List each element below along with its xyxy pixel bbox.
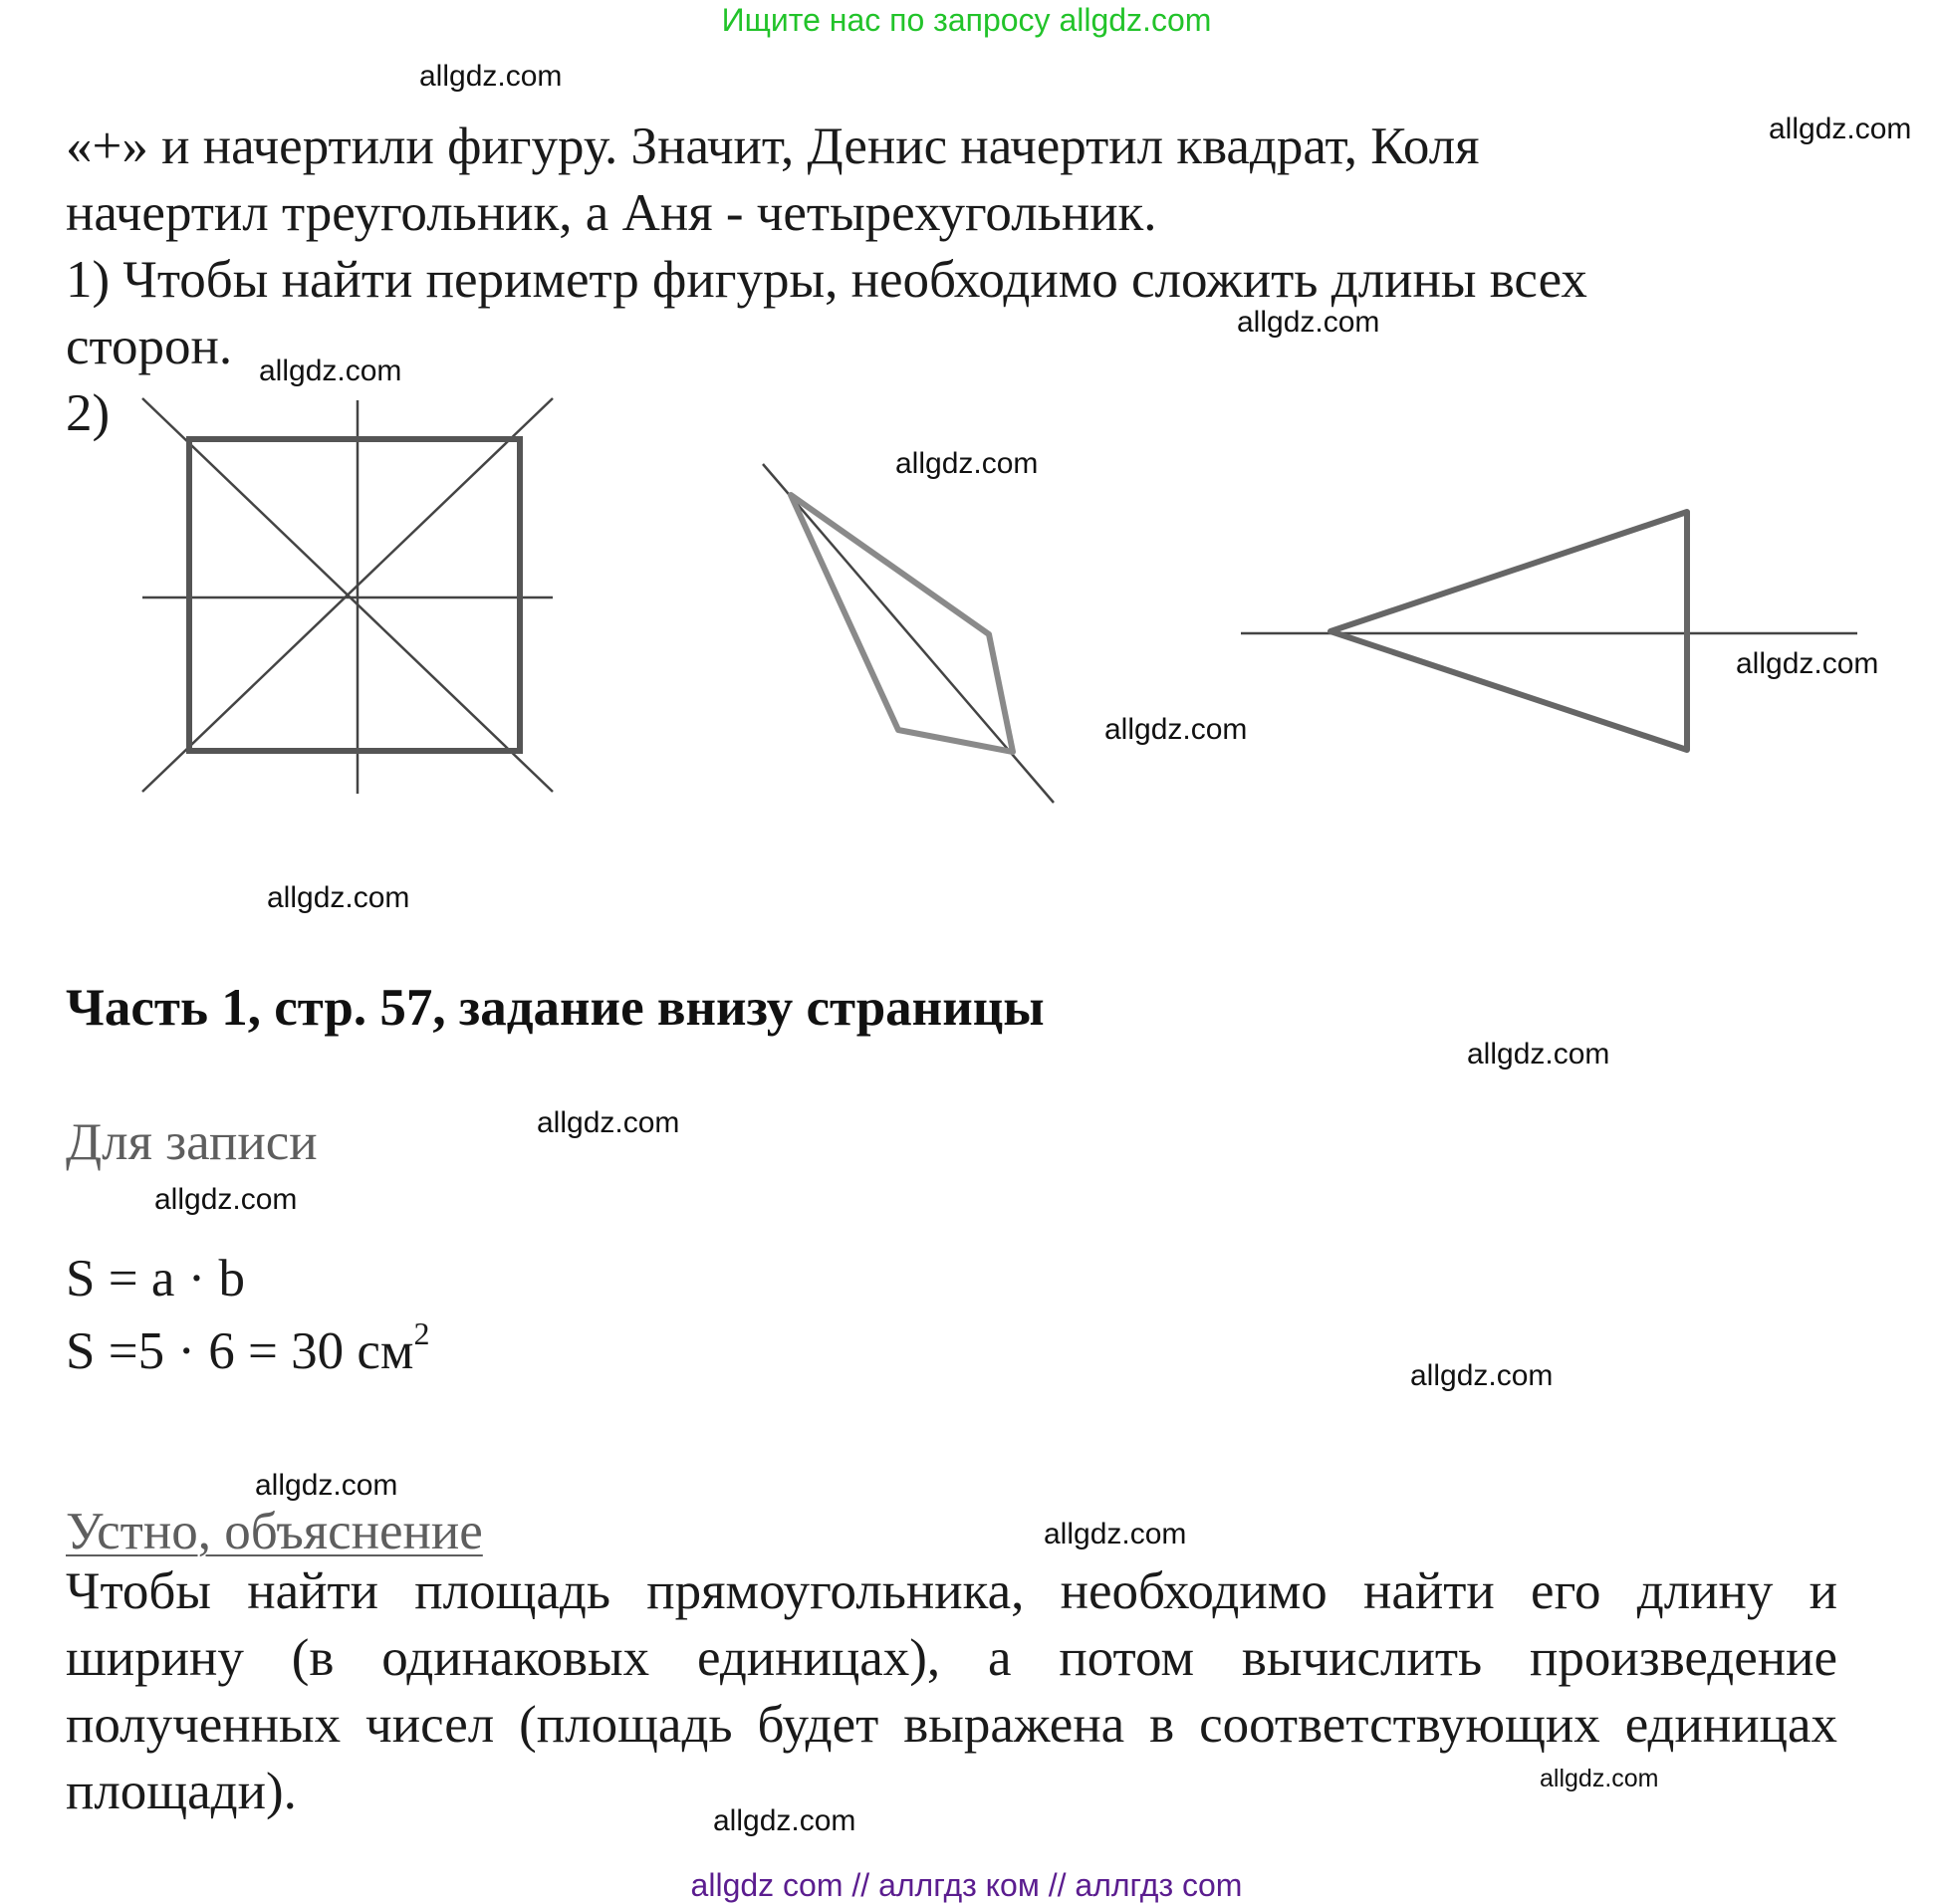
formula-superscript: 2	[413, 1315, 430, 1351]
item1-line: 1) Чтобы найти периметр фигуры, необходимо сложить длины всех	[66, 251, 1587, 309]
formula-main: S =5 · 6 = 30 см	[66, 1322, 414, 1380]
watermark: allgdz.com	[1044, 1518, 1187, 1550]
watermark: allgdz.com	[895, 447, 1039, 480]
quadrilateral-figure	[763, 464, 1054, 803]
watermark: allgdz.com	[255, 1469, 398, 1502]
triangle-figure	[1241, 512, 1857, 750]
watermark: allgdz.com	[154, 1183, 298, 1216]
watermark: allgdz.com	[1467, 1038, 1610, 1071]
formula-line: S = a · b	[66, 1250, 246, 1308]
square-shape	[189, 439, 520, 751]
top-banner: Ищите нас по запросу allgdz.com	[721, 2, 1212, 38]
watermark: allgdz.com	[259, 355, 402, 387]
section-heading: Часть 1, стр. 57, задание внизу страницы	[66, 979, 1045, 1037]
oral-label: Устно, объяснение	[66, 1503, 483, 1560]
watermark: allgdz.com	[1410, 1359, 1554, 1392]
watermark: allgdz.com	[419, 60, 563, 93]
watermark: allgdz.com	[1769, 113, 1912, 145]
paragraph-line: начертил треугольник, а Аня - четырехугольник.	[66, 184, 1157, 242]
figures-drawing	[0, 0, 1933, 896]
watermark: allgdz.com	[267, 881, 410, 914]
record-label: Для записи	[66, 1113, 318, 1171]
formula-line	[66, 1315, 429, 1381]
watermark: allgdz.com	[1104, 713, 1248, 746]
watermark: allgdz.com	[1237, 306, 1380, 339]
triangle-shape	[1330, 512, 1687, 750]
watermark: allgdz.com	[1736, 647, 1879, 680]
item2-label: 2)	[66, 384, 111, 442]
watermark: allgdz.com	[1540, 1765, 1659, 1792]
item1-line: сторон.	[66, 318, 233, 375]
watermark: allgdz.com	[713, 1804, 856, 1837]
footer: allgdz com // аллгдз ком // аллгдз com	[690, 1867, 1243, 1903]
watermark: allgdz.com	[537, 1106, 680, 1139]
paragraph-line: «+» и начертили фигуру. Значит, Денис начертил квадрат, Коля	[66, 118, 1480, 175]
square-figure	[142, 398, 553, 794]
explanation-paragraph: Чтобы найти площадь прямоугольника, необходимо найти его длину и ширину (в одинаковых единицах), а потом вычислить произведение полученных чисел (площадь будет выражена в соответствующих единицах площади).	[66, 1562, 1837, 1820]
